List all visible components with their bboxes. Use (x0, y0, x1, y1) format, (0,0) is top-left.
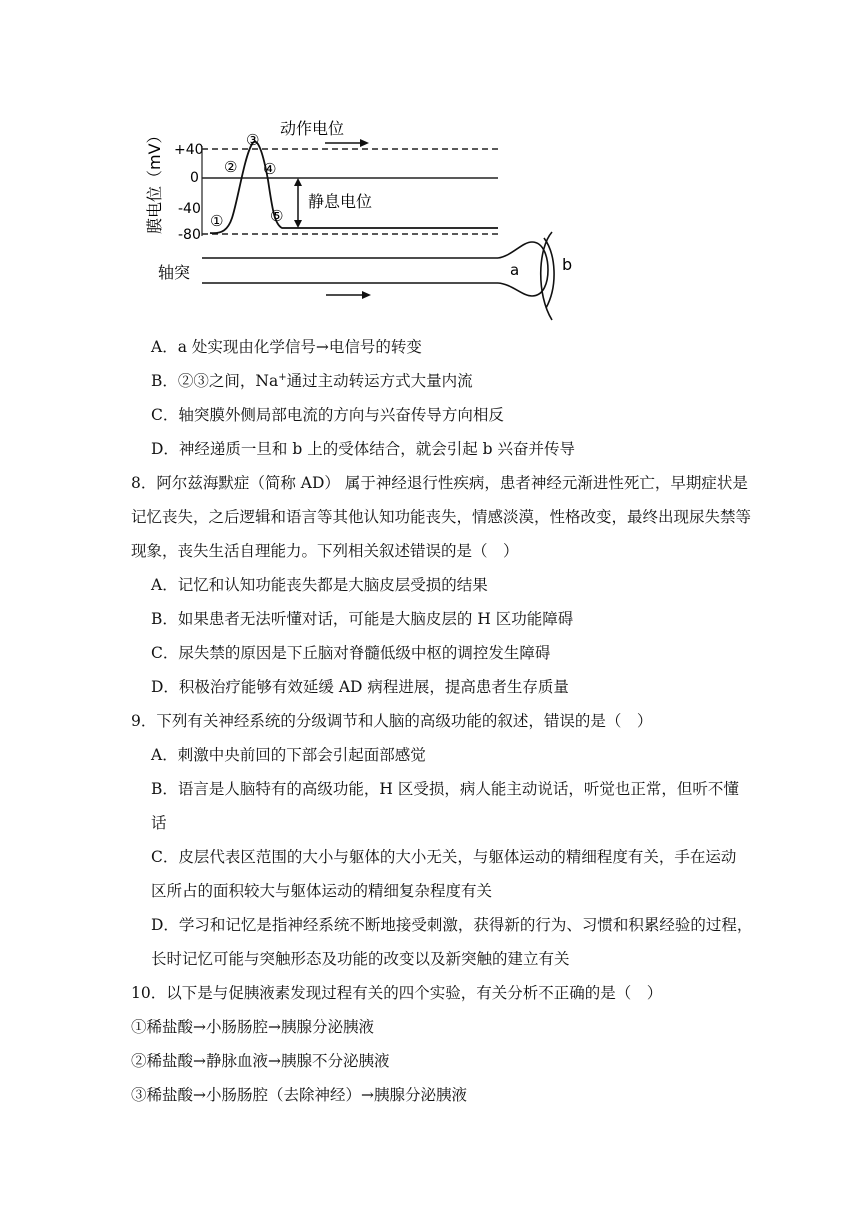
q7-option-b-post: 通过主动转运方式大量内流 (286, 372, 473, 390)
point-label-1: ① (210, 212, 224, 230)
q8-option-a: A．记忆和认知功能丧失都是大脑皮层受损的结果 (151, 576, 488, 594)
y-tick-0: 0 (190, 170, 199, 186)
propagation-arrowhead-top (360, 139, 369, 147)
y-tick-minus40: -40 (178, 201, 201, 217)
q8-option-d: D．积极治疗能够有效延缓 AD 病程进展，提高患者生存质量 (151, 678, 569, 696)
q9-option-a: A．刺激中央前回的下部会引起面部感觉 (151, 746, 426, 764)
q7-option-a: A．a 处实现由化学信号→电信号的转变 (151, 338, 422, 356)
action-potential-label: 动作电位 (280, 119, 345, 138)
q9-option-d-line1: D．学习和记忆是指神经系统不断地接受刺激，获得新的行为、习惯和积累经验的过程， (151, 916, 753, 934)
q10-experiment-2: ②稀盐酸→静脉血液→胰腺不分泌胰液 (131, 1052, 390, 1070)
label-b: b (562, 255, 573, 274)
propagation-arrowhead-bottom (362, 291, 371, 299)
q9-option-d-line2: 长时记忆可能与突触形态及功能的改变以及新突触的建立有关 (151, 950, 570, 968)
q7-option-b (151, 371, 473, 391)
q7-option-b-pre: B．②③之间，Na (151, 372, 279, 390)
q7-option-d: D．神经递质一旦和 b 上的受体结合，就会引起 b 兴奋并传导 (151, 440, 575, 458)
q7-option-b-sup: + (278, 371, 287, 383)
q10-stem: 10．以下是与促胰液素发现过程有关的四个实验，有关分析不正确的是（ ） (131, 984, 663, 1002)
q8-option-b: B．如果患者无法听懂对话，可能是大脑皮层的 H 区功能障碍 (151, 610, 574, 628)
q8-stem-line2: 记忆丧失，之后逻辑和语言等其他认知功能丧失，情感淡漠，性格改变，最终出现尿失禁等 (131, 508, 752, 526)
axon-label: 轴突 (158, 263, 191, 282)
resting-arrowhead-up (294, 178, 302, 186)
point-label-5: ⑤ (270, 207, 284, 225)
q10-experiment-3: ③稀盐酸→小肠肠腔（去除神经）→胰腺分泌胰液 (131, 1086, 467, 1104)
q8-option-c: C．尿失禁的原因是下丘脑对脊髓低级中枢的调控发生障碍 (151, 644, 551, 662)
action-potential-curve (210, 142, 498, 233)
q7-option-c: C．轴突膜外侧局部电流的方向与兴奋传导方向相反 (151, 406, 504, 424)
y-tick-minus80: -80 (178, 227, 201, 243)
q9-option-c-line2: 区所占的面积较大与躯体运动的精细复杂程度有关 (151, 882, 493, 900)
postsynaptic-membrane-b-outer (544, 238, 554, 308)
q9-option-b-line2: 话 (151, 814, 167, 832)
point-label-2: ② (224, 158, 238, 176)
point-label-3: ③ (246, 131, 260, 149)
y-tick-plus40: +40 (174, 142, 204, 158)
q9-stem: 9．下列有关神经系统的分级调节和人脑的高级功能的叙述，错误的是（ ） (131, 712, 653, 730)
resting-arrowhead-down (294, 220, 302, 228)
y-axis-label: 膜电位（mV） (145, 127, 164, 234)
label-a: a (510, 261, 520, 279)
q8-stem-line3: 现象，丧失生活自理能力。下列相关叙述错误的是（ ） (131, 542, 519, 560)
q8-stem-line1: 8．阿尔兹海默症（简称 AD） 属于神经退行性疾病，患者神经元渐进性死亡，早期症状是 (131, 474, 748, 492)
q9-option-b-line1: B．语言是人脑特有的高级功能，H 区受损，病人能主动说话，听觉也正常，但听不懂 (151, 780, 739, 798)
q10-experiment-1: ①稀盐酸→小肠肠腔→胰腺分泌胰液 (131, 1018, 374, 1036)
point-label-4: ④ (263, 160, 277, 178)
q9-option-c-line1: C．皮层代表区范围的大小与躯体的大小无关，与躯体运动的精细程度有关，手在运动 (151, 848, 737, 866)
action-potential-diagram (140, 118, 600, 328)
resting-potential-label: 静息电位 (308, 192, 373, 211)
